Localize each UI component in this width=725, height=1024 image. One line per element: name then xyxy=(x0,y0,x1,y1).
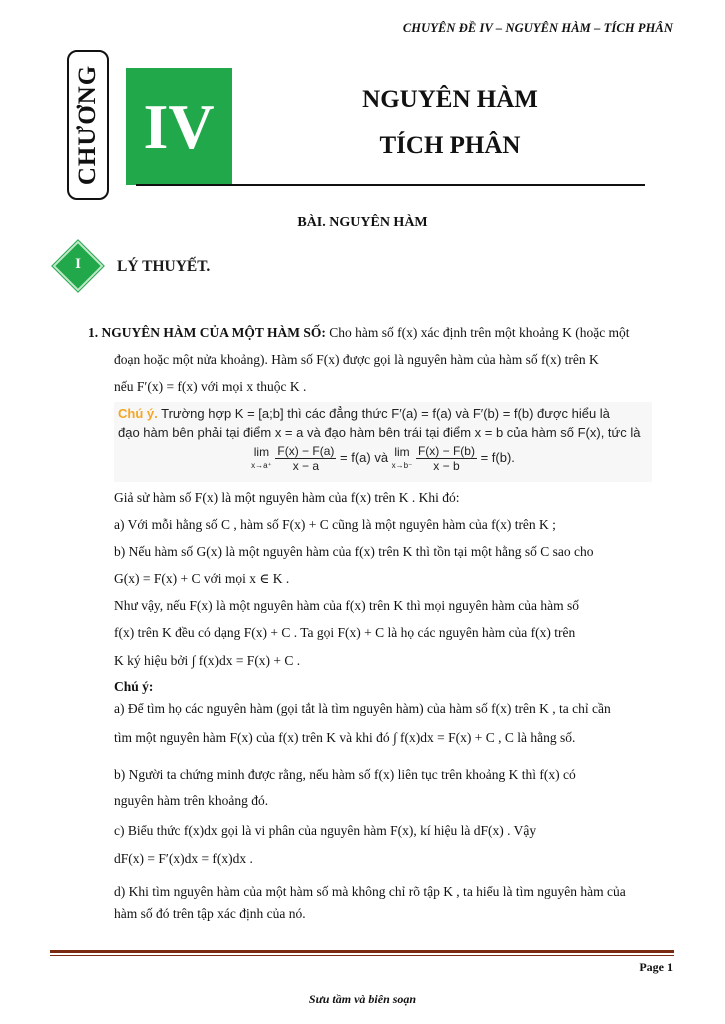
title-underline xyxy=(136,184,645,186)
fraction-left-num: F(x) − F(a) xyxy=(277,444,335,458)
limit-left xyxy=(251,446,272,472)
fraction-right-den: x − b xyxy=(433,459,460,473)
note-d-line1: d) Khi tìm nguyên hàm của một hàm số mà không chỉ rõ tập K , ta hiểu là tìm nguyên hàm của xyxy=(114,884,626,899)
chapter-number-box xyxy=(126,68,232,185)
note-a-line2: tìm một nguyên hàm F(x) của f(x) trên K và khi đó ∫ f(x)dx = F(x) + C , C là hằng số. xyxy=(114,730,576,745)
note-c-line2: dF(x) = F′(x)dx = f(x)dx . xyxy=(114,851,253,866)
chapter-word: CHƯƠNG xyxy=(74,64,101,186)
definition-line2: đoạn hoặc một nửa khoảng). Hàm số F(x) được gọi là nguyên hàm của hàm số f(x) trên K xyxy=(114,352,599,367)
lim-word-right: lim xyxy=(394,444,410,459)
section-title: LÝ THUYẾT. xyxy=(117,258,211,275)
lim-sub-right: x→b⁻ xyxy=(391,460,413,470)
note-text1: Trường hợp K = [a;b] thì các đẳng thức F′(a) = f(a) và F′(b) = f(b) được hiểu là xyxy=(161,406,610,421)
notes-heading: Chú ý: xyxy=(114,679,154,694)
definition-line1 xyxy=(88,324,630,342)
definition-heading: 1. NGUYÊN HÀM CỦA MỘT HÀM SỐ: xyxy=(88,325,326,340)
running-header: CHUYÊN ĐỀ IV – NGUYÊN HÀM – TÍCH PHÂN xyxy=(402,21,673,35)
note-label: Chú ý. xyxy=(118,406,158,421)
definition-line3: nếu F′(x) = f(x) với mọi x thuộc K . xyxy=(114,379,307,394)
property-b-cont: G(x) = F(x) + C với mọi x ∈ K . xyxy=(114,571,290,586)
fraction-right-num: F(x) − F(b) xyxy=(417,444,475,458)
chapter-title-line2: TÍCH PHÂN xyxy=(379,132,521,159)
fraction-right xyxy=(416,444,477,473)
property-intro: Giả sử hàm số F(x) là một nguyên hàm của f(x) trên K . Khi đó: xyxy=(114,490,460,505)
chapter-title-line1: NGUYÊN HÀM xyxy=(362,86,538,113)
page-number: Page 1 xyxy=(639,960,673,974)
footer-rule-thick xyxy=(50,950,674,953)
limit-left-rhs: = f(a) và xyxy=(340,449,389,465)
limit-right xyxy=(392,446,413,472)
limit-right-rhs: = f(b). xyxy=(480,449,515,465)
property-b: b) Nếu hàm số G(x) là một nguyên hàm của f(x) trên K thì tồn tại một hằng số C sao cho xyxy=(114,544,594,559)
fraction-left-den: x − a xyxy=(292,459,320,473)
lim-sub-left: x→a⁺ xyxy=(251,460,272,470)
note-line1 xyxy=(118,404,648,423)
note-a-line1: a) Để tìm họ các nguyên hàm (gọi tắt là tìm nguyên hàm) của hàm số f(x) trên K , ta chỉ cần xyxy=(114,701,611,716)
property-a: a) Với mỗi hằng số C , hàm số F(x) + C cũng là một nguyên hàm của f(x) trên K ; xyxy=(114,517,556,532)
note-b-line1: b) Người ta chứng minh được rằng, nếu hàm số f(x) liên tục trên khoảng K thì f(x) có xyxy=(114,767,576,782)
footer-note: Sưu tầm và biên soạn xyxy=(308,992,417,1006)
note-d-line2: hàm số đó trên tập xác định của nó. xyxy=(114,906,306,921)
conclusion-line2: f(x) trên K đều có dạng F(x) + C . Ta gọi F(x) + C là họ các nguyên hàm của f(x) trên xyxy=(114,625,576,640)
note-c-line1: c) Biểu thức f(x)dx gọi là vi phân của nguyên hàm F(x), kí hiệu là dF(x) . Vậy xyxy=(114,823,537,838)
lesson-title: BÀI. NGUYÊN HÀM xyxy=(297,215,428,230)
lim-word-left: lim xyxy=(253,444,270,459)
footer-rule-thin xyxy=(50,955,674,956)
section-number: I xyxy=(75,256,81,272)
note-line2: đạo hàm bên phải tại điểm x = a và đạo hàm bên trái tại điểm x = b của hàm số F(x), tức là xyxy=(118,425,641,440)
fraction-left xyxy=(275,444,336,473)
conclusion-line3: K ký hiệu bởi ∫ f(x)dx = F(x) + C . xyxy=(114,653,301,668)
chapter-label-box xyxy=(67,50,109,200)
chapter-numeral: IV xyxy=(143,90,215,162)
note-box xyxy=(114,402,652,482)
note-b-line2: nguyên hàm trên khoảng đó. xyxy=(114,793,269,808)
definition-text: Cho hàm số f(x) xác định trên một khoảng K (hoặc một xyxy=(329,325,630,340)
conclusion-line1: Như vậy, nếu F(x) là một nguyên hàm của f(x) trên K thì mọi nguyên hàm của hàm số xyxy=(114,598,579,613)
note-limits xyxy=(118,444,648,473)
